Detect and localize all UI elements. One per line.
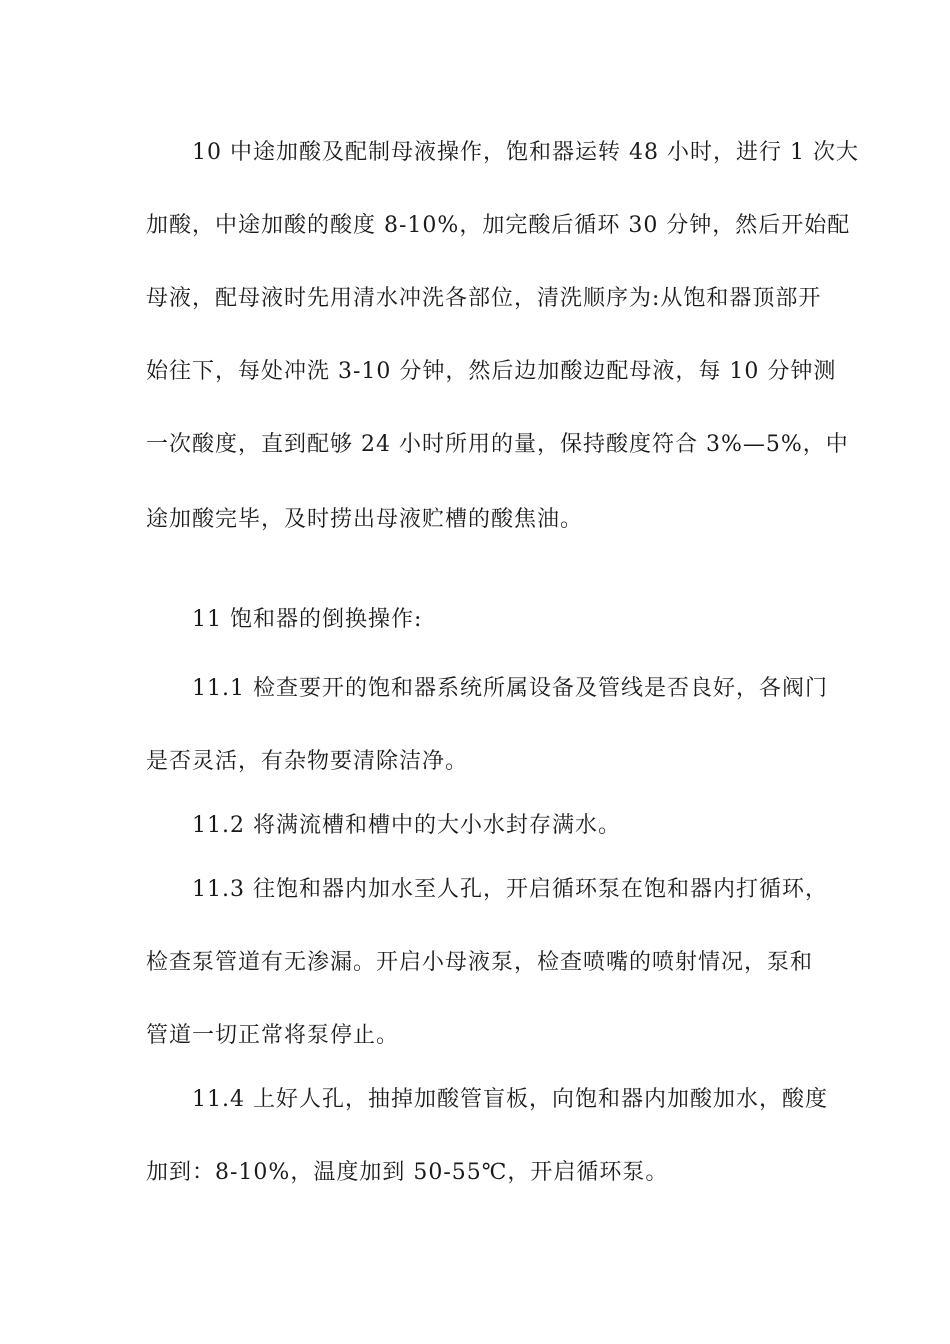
- paragraph-line: 11.4 上好人孔，抽掉加酸管盲板，向饱和器内加酸加水，酸度: [192, 1087, 828, 1112]
- paragraph-line: 11.1 检查要开的饱和器系统所属设备及管线是否良好，各阀门: [192, 676, 828, 701]
- paragraph-line: 母液，配母液时先用清水冲洗各部位，清洗顺序为:从饱和器顶部开: [146, 286, 822, 311]
- paragraph-line: 10 中途加酸及配制母液操作，饱和器运转 48 小时，进行 1 次大: [192, 140, 859, 165]
- paragraph-line: 加到：8-10%，温度加到 50-55℃，开启循环泵。: [146, 1160, 669, 1185]
- paragraph-line: 是否灵活，有杂物要清除洁净。: [146, 749, 469, 774]
- paragraph-line: 11.3 往饱和器内加水至人孔，开启循环泵在饱和器内打循环，: [192, 877, 828, 902]
- paragraph-line: 管道一切正常将泵停止。: [146, 1023, 400, 1048]
- section-11-heading: 11 饱和器的倒换操作:: [192, 607, 423, 632]
- paragraph-line: 11.2 将满流槽和槽中的大小水封存满水。: [192, 813, 621, 838]
- paragraph-line: 检查泵管道有无渗漏。开启小母液泵，检查喷嘴的喷射情况，泵和: [146, 950, 814, 975]
- paragraph-line: 途加酸完毕，及时捞出母液贮槽的酸焦油。: [146, 507, 584, 532]
- paragraph-line: 一次酸度，直到配够 24 小时所用的量，保持酸度符合 3%—5%，中: [146, 432, 849, 457]
- paragraph-line: 始往下，每处冲洗 3-10 分钟，然后边加酸边配母液，每 10 分钟测: [146, 359, 837, 384]
- paragraph-line: 加酸，中途加酸的酸度 8-10%，加完酸后循环 30 分钟，然后开始配: [146, 213, 851, 238]
